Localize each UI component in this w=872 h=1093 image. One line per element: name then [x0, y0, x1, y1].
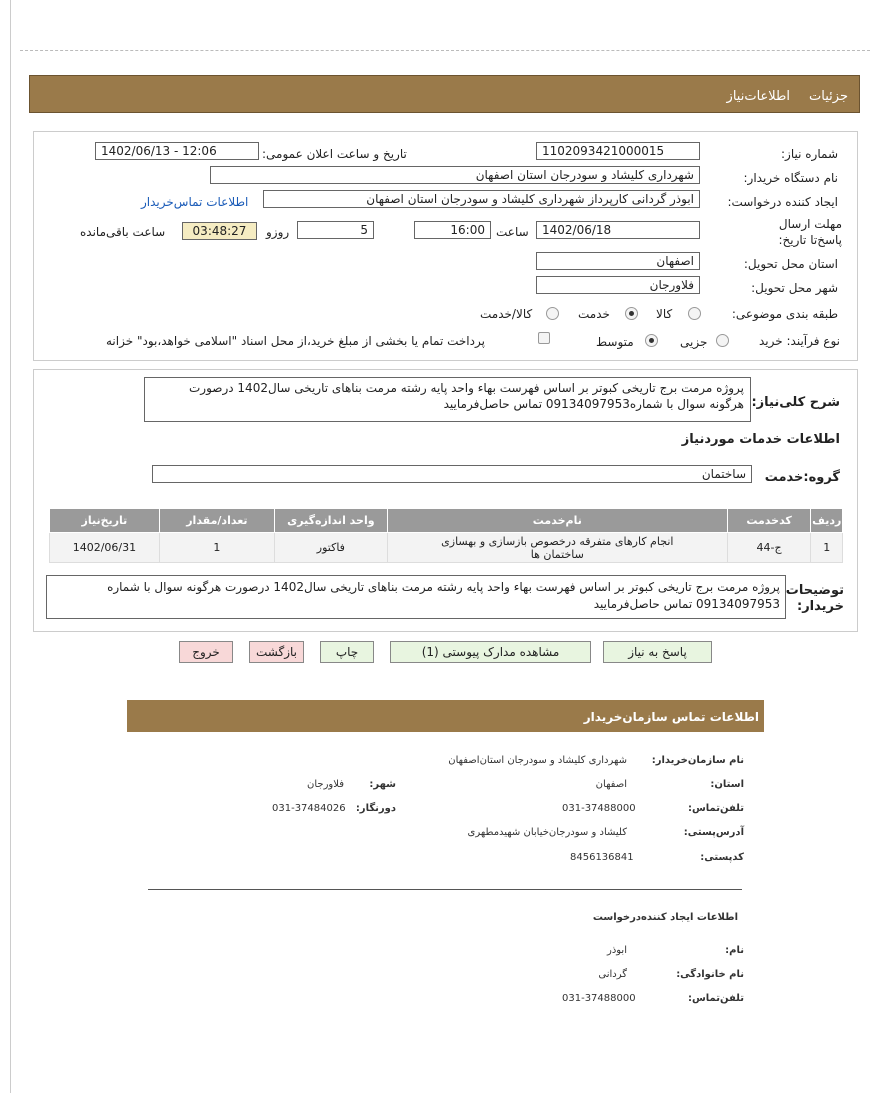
province-label: استان محل تحویل: [743, 257, 838, 271]
contact-divider [148, 889, 742, 890]
address-value: کلیشاد و سودرجان‌خیابان شهیدمطهری [467, 827, 627, 838]
top-divider [20, 50, 870, 51]
org-value: شهرداری کلیشاد و سودرجان استان‌اصفهان [448, 755, 627, 766]
contact-province-value: اصفهان [595, 779, 627, 790]
category-service-label: خدمت [578, 307, 610, 321]
summary-text: پروژه مرمت برج تاریخی کبوتر بر اساس فهرست بهاء واحد پایه رشته مرمت بناهای تاریخی سال1402 درصورت هرگونه سوال با شماره09134097953 تماس حاصل‌فرمایید [144, 377, 751, 422]
col-code: کدخدمت [727, 509, 811, 533]
tab-need-info[interactable]: اطلاعات‌نیاز [726, 89, 790, 104]
cell-row: 1 [811, 533, 843, 563]
fax-label: دورنگار: [355, 803, 396, 814]
category-both-radio[interactable] [546, 307, 559, 320]
creator-label: ایجاد کننده درخواست: [727, 195, 838, 209]
print-button[interactable]: چاپ [320, 641, 374, 663]
services-title: اطلاعات خدمات موردنیاز [681, 432, 840, 447]
cell-date: 1402/06/31 [50, 533, 160, 563]
need-number-label: شماره نیاز: [781, 147, 838, 161]
contact-city-value: فلاورجان [307, 779, 344, 790]
remaining-time-field: 03:48:27 [182, 222, 257, 240]
left-border [10, 0, 11, 1093]
col-unit: واحد اندازه‌گیری [274, 509, 387, 533]
announce-field: 1402/06/13 - 12:06 [95, 142, 259, 160]
buyer-contact-link[interactable]: اطلاعات تماس‌خریدار [141, 195, 249, 209]
process-label: نوع فرآیند: خرید [759, 334, 840, 348]
reply-button[interactable]: پاسخ به نیاز [603, 641, 712, 663]
exit-button[interactable]: خروج [179, 641, 233, 663]
buyer-field: شهرداری کلیشاد و سودرجان استان اصفهان [210, 166, 700, 184]
process-partial-label: جزیی [680, 335, 708, 349]
creator-name-label: نام: [725, 945, 744, 956]
address-label: آدرس‌پستی: [683, 827, 744, 838]
creator-info-title: اطلاعات ایجاد کننده‌درخواست [592, 912, 738, 923]
payment-note: پرداخت تمام یا بخشی از مبلغ خرید،از محل اسناد "اسلامی خواهد،بود" خزانه [106, 334, 485, 348]
creator-family-label: نام خانوادگی: [676, 969, 744, 980]
buyer-notes-text: پروژه مرمت برج تاریخی کبوتر بر اساس فهرست بهاء واحد پایه رشته مرمت بناهای تاریخی سال1402 درصورت هرگونه سوال با شماره 09134097953 تماس حاصل‌فرمایید [46, 575, 786, 619]
col-name: نام‌خدمت [387, 509, 727, 533]
creator-name-value: ابوذر [606, 945, 627, 956]
process-partial-radio[interactable] [716, 334, 729, 347]
phone-label: تلفن‌تماس: [687, 803, 744, 814]
cell-name: انجام کارهای متفرقه درخصوص بازسازی و بهسازی ساختمان ها [387, 533, 727, 563]
deadline-label: مهلت ارسال پاسخ‌تا تاریخ: [778, 217, 842, 247]
contact-title: اطلاعات تماس سازمان‌خریدار [583, 710, 759, 724]
col-date: تاریخ‌نیاز [50, 509, 160, 533]
summary-label: شرح کلی‌نیاز: [751, 395, 840, 410]
announce-label: تاریخ و ساعت اعلان عمومی: [262, 147, 407, 161]
category-label: طبقه بندی موضوعی: [731, 307, 838, 321]
table-row [50, 533, 843, 563]
back-button[interactable]: بازگشت [249, 641, 304, 663]
deadline-date-field: 1402/06/18 [536, 221, 700, 239]
col-row: ردیف [811, 509, 843, 533]
phone-value: 031-37488000 [562, 803, 636, 814]
view-docs-button[interactable]: مشاهده مدارک پیوستی (1) [390, 641, 591, 663]
services-table-header [50, 509, 843, 533]
province-field: اصفهان [536, 252, 700, 270]
contact-city-label: شهر: [369, 779, 396, 790]
cell-qty: 1 [159, 533, 274, 563]
creator-family-value: گردانی [598, 969, 627, 980]
payment-checkbox[interactable] [538, 332, 550, 344]
days-label: روزو [266, 225, 290, 239]
city-label: شهر محل تحویل: [751, 281, 838, 295]
service-group-field: ساختمان [152, 465, 752, 483]
col-qty: تعداد/مقدار [159, 509, 274, 533]
process-medium-radio[interactable] [645, 334, 658, 347]
postal-label: کدپستی: [700, 852, 744, 863]
buyer-label: نام دستگاه خریدار: [743, 171, 838, 185]
category-service-radio[interactable] [625, 307, 638, 320]
need-number-field: 1102093421000015 [536, 142, 700, 160]
buyer-notes-label: توضیحات خریدار: [785, 583, 844, 614]
postal-value: 8456136841 [570, 852, 634, 863]
tab-details[interactable]: جزئيات [809, 89, 848, 104]
org-label: نام سازمان‌خریدار: [651, 755, 744, 766]
city-field: فلاورجان [536, 276, 700, 294]
creator-phone-label: تلفن‌تماس: [687, 993, 744, 1004]
cell-unit: فاکتور [274, 533, 387, 563]
creator-field: ابوذر گردانی کارپرداز شهرداری کلیشاد و سودرجان استان اصفهان [263, 190, 700, 208]
services-table [49, 508, 843, 563]
creator-phone-value: 031-37488000 [562, 993, 636, 1004]
deadline-time-field: 16:00 [414, 221, 491, 239]
time-label: ساعت [496, 225, 529, 239]
category-goods-label: کالا [656, 307, 673, 321]
cell-code: ج-44 [727, 533, 811, 563]
category-both-label: کالا/خدمت [480, 307, 533, 321]
fax-value: 031-37484026 [272, 803, 346, 814]
process-medium-label: متوسط [596, 335, 634, 349]
days-field: 5 [297, 221, 374, 239]
category-goods-radio[interactable] [688, 307, 701, 320]
service-group-label: گروه:خدمت [764, 470, 840, 485]
remaining-label: ساعت باقی‌مانده [80, 225, 166, 239]
contact-province-label: استان: [710, 779, 744, 790]
